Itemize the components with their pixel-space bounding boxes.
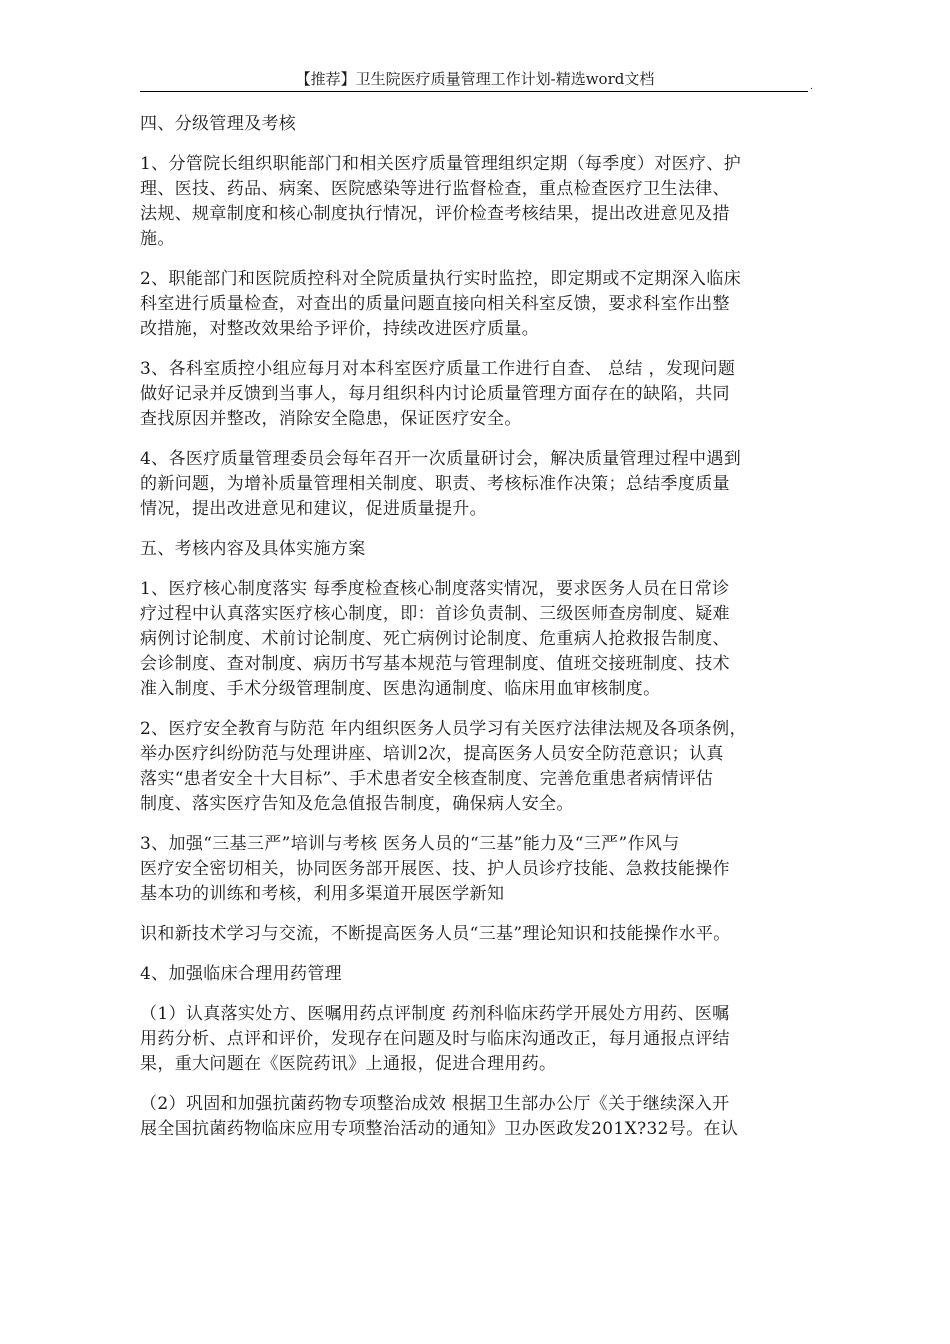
text-line: 4、加强临床合理用药管理 (140, 964, 343, 984)
header-divider (140, 91, 808, 92)
text-line: 2、医疗安全教育与防范 年内组织医务人员学习有关医疗法律法规及各项条例， (140, 719, 747, 739)
document-header: 【推荐】卫生院医疗质量管理工作计划-精选word文档 (295, 70, 655, 88)
text-line: 会诊制度、查对制度、病历书写基本规范与管理制度、值班交接班制度、技术 (140, 654, 730, 674)
text-line: 1、分管院长组织职能部门和相关医疗质量管理组织定期（每季度）对医疗、护 (140, 154, 742, 174)
header-mark: . (810, 82, 813, 92)
paragraph-5-2 (140, 717, 820, 817)
text-line: 展全国抗菌药物临床应用专项整治活动的通知》卫办医政发201X?32号。在认 (140, 1119, 739, 1139)
text-line: 的新问题，为增补质量管理相关制度、职责、考核标准作决策；总结季度质量 (140, 474, 730, 494)
text-line: 用药分析、点评和评价，发现存在问题及时与临床沟通改正，每月通报点评结 (140, 1029, 730, 1049)
text-line: 施。 (140, 229, 175, 249)
paragraph-5-1 (140, 577, 820, 702)
paragraph-4-3 (140, 357, 820, 432)
text-line: 举办医疗纠纷防范与处理讲座、培训2次，提高医务人员安全防范意识；认真 (140, 744, 724, 764)
text-line: 基本功的训练和考核，利用多渠道开展医学新知 (140, 884, 505, 904)
text-line: 情况，提出改进意见和建议，促进质量提升。 (140, 499, 487, 519)
paragraph-5-3-continued (140, 922, 820, 947)
text-line: 制度、落实医疗告知及危急值报告制度，确保病人安全。 (140, 794, 574, 814)
paragraph-5-4-1 (140, 1002, 820, 1077)
text-line: 四、分级管理及考核 (140, 114, 297, 134)
text-line: 疗过程中认真落实医疗核心制度，即：首诊负责制、三级医师查房制度、疑难 (140, 604, 730, 624)
text-line: 果，重大问题在《医院药讯》上通报，促进合理用药。 (140, 1054, 557, 1074)
text-line: 2、职能部门和医院质控科对全院质量执行实时监控，即定期或不定期深入临床 (140, 269, 742, 289)
text-line: 法规、规章制度和核心制度执行情况，评价检查考核结果，提出改进意见及措 (140, 204, 730, 224)
text-line: 五、考核内容及具体实施方案 (140, 539, 366, 559)
section-heading-5 (140, 537, 820, 562)
paragraph-4-2 (140, 267, 820, 342)
subheading-5-4 (140, 962, 820, 987)
paragraph-4-1 (140, 152, 820, 252)
paragraph-4-4 (140, 447, 820, 522)
text-line: （1）认真落实处方、医嘱用药点评制度 药剂科临床药学开展处方用药、医嘱 (140, 1004, 730, 1024)
text-line: 改措施，对整改效果给予评价，持续改进医疗质量。 (140, 319, 540, 339)
text-line: 科室进行质量检查，对查出的质量问题直接向相关科室反馈，要求科室作出整 (140, 294, 730, 314)
paragraph-5-3 (140, 832, 820, 907)
text-line: 准入制度、手术分级管理制度、医患沟通制度、临床用血审核制度。 (140, 679, 661, 699)
text-line: （2）巩固和加强抗菌药物专项整治成效 根据卫生部办公厅《关于继续深入开 (140, 1094, 730, 1114)
text-line: 病例讨论制度、术前讨论制度、死亡病例讨论制度、危重病人抢救报告制度、 (140, 629, 730, 649)
text-line: 3、各科室质控小组应每月对本科室医疗质量工作进行自查、 总结 ，发现问题 (140, 359, 736, 379)
paragraph-5-4-2 (140, 1092, 820, 1142)
text-line: 落实“患者安全十大目标”、手术患者安全核查制度、完善危重患者病情评估 (140, 769, 714, 789)
text-line: 1、医疗核心制度落实 每季度检查核心制度落实情况，要求医务人员在日常诊 (140, 579, 730, 599)
text-line: 4、各医疗质量管理委员会每年召开一次质量研讨会，解决质量管理过程中遇到 (140, 449, 742, 469)
document-body (140, 112, 820, 1157)
text-line: 医疗安全密切相关，协同医务部开展医、技、护人员诊疗技能、急救技能操作 (140, 859, 730, 879)
section-heading-4 (140, 112, 820, 137)
text-line: 做好记录并反馈到当事人，每月组织科内讨论质量管理方面存在的缺陷，共同 (140, 384, 730, 404)
text-line: 查找原因并整改，消除安全隐患，保证医疗安全。 (140, 409, 522, 429)
text-line: 识和新技术学习与交流，不断提高医务人员“三基”理论知识和技能操作水平。 (140, 924, 731, 944)
text-line: 3、加强“三基三严”培训与考核 医务人员的“三基”能力及“三严”作风与 (140, 834, 680, 854)
text-line: 理、医技、药品、病案、医院感染等进行监督检查，重点检查医疗卫生法律、 (140, 179, 730, 199)
